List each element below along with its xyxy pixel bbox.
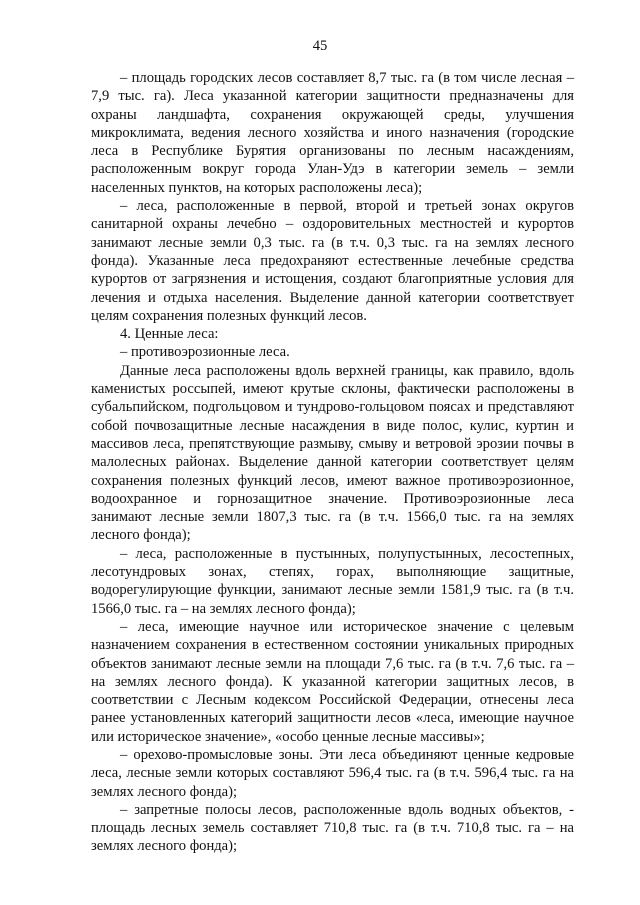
paragraph-urban-forests: – площадь городских лесов составляет 8,7 тыс. га (в том числе лесная – 7,9 тыс. га). Леса указанной категории защитности предназначены для охраны ландшафта, сохранения окружающей среды, улучшения микроклимата, ведения лесного хозяйства и иного назначения (городские леса в Республике Бурятия организованы по лесным насаждениям, расположенным вокруг города Улан-Удэ в категории земель – земли населенных пунктов, на которых расположены леса); — [91, 70, 574, 196]
document-body — [91, 69, 574, 856]
paragraph-anti-erosion-description: Данные леса расположены вдоль верхней границы, как правило, вдоль каменистых россыпей, имеют крутые склоны, фактически расположены в субальпийском, подгольцовом и тундрово-гольцовом поясах и представляют собой почвозащитные лесные насаждения в виде полос, кулис, куртин и массивов леса, препятствующие размыву, смыву и ветровой эрозии почвы в малолесных районах. Выделение данной категории соответствует целям сохранения полезных функций лесов, имеют важное противоэрозионное, водоохранное и горнозащитное значение. Противоэрозионные леса занимают лесные земли 1807,3 тыс. га (в т.ч. 1566,0 тыс. га на землях лесного фонда); — [91, 362, 574, 544]
paragraph-scientific-historical-forests: – леса, имеющие научное или историческое значение с целевым назначением сохранения в естественном состоянии уникальных природных объектов занимают лесные земли на площади 7,6 тыс. га (в т.ч. 7,6 тыс. га – на землях лесного фонда). К указанной категории защитных лесов, в соответствии с Лесным кодексом Российской Федерации, отнесены леса ранее установленных категорий защитности лесов «леса, имеющие научное или историческое значение», «особо ценные лесные массивы»; — [91, 618, 574, 745]
paragraph-steppe-mountain-forests: – леса, расположенные в пустынных, полупустынных, лесостепных, лесотундровых зонах, степях, горах, выполняющие защитные, водорегулирующие функции, занимают лесные земли 1581,9 тыс. га (в т.ч. 1566,0 тыс. га – на землях лесного фонда); — [91, 545, 574, 617]
paragraph-sanitary-zones: – леса, расположенные в первой, второй и третьей зонах округов санитарной охраны лечебно – оздоровительных местностей и курортов занимают лесные земли 0,3 тыс. га (в т.ч. 0,3 тыс. га на землях лесного фонда). Указанные леса предохраняют естественные лечебные средства курортов от загрязнения и истощения, создают благоприятные условия для лечения и отдыха населения. Выделение данной категории соответствует целям сохранения полезных функций лесов. — [91, 198, 574, 324]
page-number: 45 — [312, 38, 328, 54]
subheading-anti-erosion-forests: – противоэрозионные леса. — [120, 344, 290, 361]
paragraph-protective-strips: – запретные полосы лесов, расположенные вдоль водных объектов, - площадь лесных земель составляет 710,8 тыс. га (в т.ч. 710,8 тыс. га – на землях лесного фонда); — [91, 801, 574, 855]
section-heading-valuable-forests: 4. Ценные леса: — [120, 326, 219, 343]
paragraph-nut-harvesting-zones: – орехово-промысловые зоны. Эти леса объединяют ценные кедровые леса, лесные земли которых составляют 596,4 тыс. га (в т.ч. 596,4 тыс. га на землях лесного фонда); — [91, 746, 574, 800]
